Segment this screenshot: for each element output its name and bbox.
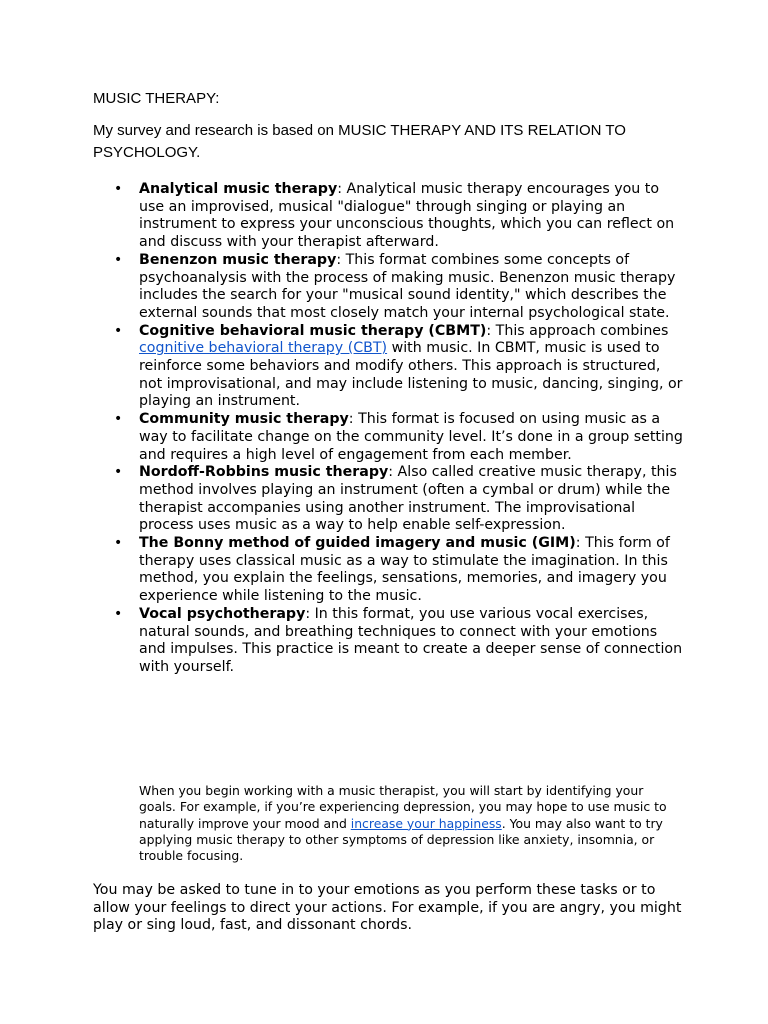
bullet-icon: • bbox=[114, 251, 123, 268]
therapy-types-list bbox=[93, 181, 685, 677]
term-label: Vocal psychotherapy bbox=[139, 605, 306, 622]
term-description: : This form of therapy uses classical music as a way to stimulate the imagination. In this method, you explain the feelings, sensations, memories, and imagery you experience while listening to the music. bbox=[139, 535, 670, 605]
term-description-end: with music. In CBMT, music is used to reinforce some behaviors and modify others. This approach is structured, not improvisational, and may include listening to music, dancing, singing, or playing an instrument. bbox=[139, 340, 683, 410]
term-label: The Bonny method of guided imagery and music (GIM) bbox=[139, 535, 576, 552]
list-item-analytical bbox=[93, 181, 685, 252]
list-item-nordoff-robbins bbox=[93, 464, 685, 535]
bullet-icon: • bbox=[114, 411, 123, 428]
goals-text-start: When you begin working with a music therapist, you will start by identifying your goals. For example, if you’re experiencing depression, you may hope to use music to naturally improve your mood and bbox=[139, 783, 667, 831]
term-description-start: : This approach combines bbox=[486, 322, 669, 339]
term-description: : Also called creative music therapy, this method involves playing an instrument (often a cymbal or drum) while the therapist accompanies using another instrument. The improvisational process uses music as a way to help enable self-expression. bbox=[139, 464, 677, 534]
bullet-icon: • bbox=[114, 181, 123, 197]
bullet-icon: • bbox=[114, 322, 123, 339]
term-label: Cognitive behavioral music therapy (CBMT) bbox=[139, 322, 487, 339]
bullet-icon: • bbox=[114, 605, 123, 622]
list-item-bonny-method bbox=[93, 535, 685, 606]
term-description: : This format is focused on using music as a way to facilitate change on the community level. It’s done in a group setting and requires a high level of engagement from each member. bbox=[139, 411, 683, 463]
term-label: Benenzon music therapy bbox=[139, 251, 337, 268]
cbt-link[interactable]: cognitive behavioral therapy (CBT) bbox=[139, 340, 388, 357]
bullet-icon: • bbox=[114, 464, 123, 481]
goals-paragraph bbox=[139, 783, 679, 864]
closing-paragraph: You may be asked to tune in to your emotions as you perform these tasks or to allow your feelings to direct your actions. For example, if you are angry, you might play or sing loud, fast, and dissonant chords. bbox=[93, 882, 682, 934]
document-heading: MUSIC THERAPY: bbox=[93, 90, 220, 107]
bullet-icon: • bbox=[114, 535, 123, 552]
list-item-cbmt bbox=[93, 323, 685, 412]
term-label: Analytical music therapy bbox=[139, 181, 338, 197]
term-description: : In this format, you use various vocal exercises, natural sounds, and breathing techniques to connect with your emotions and impulses. This practice is meant to create a deeper sense of connection with yourself. bbox=[139, 605, 683, 675]
term-description: : This format combines some concepts of psychoanalysis with the process of making music. Benenzon music therapy includes the search for your "musical sound identity," which describes the external sounds that most closely match your internal psychological state. bbox=[139, 251, 676, 321]
list-item-community bbox=[93, 411, 685, 464]
term-label: Nordoff-Robbins music therapy bbox=[139, 464, 389, 481]
list-item-vocal-psychotherapy bbox=[93, 606, 685, 677]
goals-text-end: . You may also want to try applying music therapy to other symptoms of depression like anxiety, insomnia, or trouble focusing. bbox=[139, 815, 663, 864]
term-label: Community music therapy bbox=[139, 411, 349, 428]
list-item-benenzon bbox=[93, 252, 685, 323]
term-description: : Analytical music therapy encourages you to use an improvised, musical "dialogue" through singing or playing an instrument to express your unconscious thoughts, which you can reflect on and discuss with your therapist afterward. bbox=[139, 181, 675, 251]
intro-paragraph: My survey and research is based on MUSIC THERAPY AND ITS RELATION TO PSYCHOLOGY. bbox=[93, 122, 626, 161]
happiness-link[interactable]: increase your happiness bbox=[350, 815, 502, 831]
